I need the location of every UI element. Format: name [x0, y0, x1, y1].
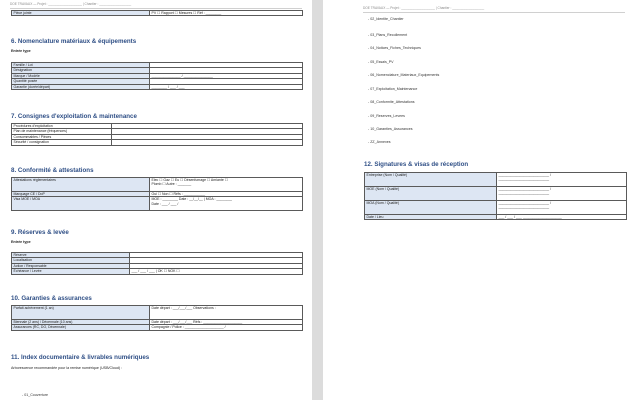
tree-item: - ZZ_Annexes	[368, 140, 391, 144]
table-row	[365, 201, 627, 215]
row-value-line: Date : ___ / ___ /	[151, 201, 179, 206]
row-label: Entreprise (Nom / Qualité)	[365, 173, 497, 187]
row-value[interactable]	[150, 197, 303, 211]
table-row	[12, 325, 303, 330]
tree-item: - 04_Notices_Fiches_Techniques	[368, 46, 421, 50]
row-label: Attestations réglementaires	[12, 178, 150, 192]
section-title: 7. Consignes d'exploitation & maintenance	[11, 113, 137, 120]
table-row	[12, 11, 303, 16]
table-row	[12, 197, 303, 211]
table-row	[12, 178, 303, 192]
row-value-line: Elec ☐ Gaz ☐ Eu ☐ Désenfumage ☐ Amiante ☐	[151, 178, 228, 182]
page-header: DOE TRAVAUX — Projet : ___________________ | Chantier : __________________	[10, 2, 132, 6]
row-value[interactable]: Date départ : ___/___/___ Réfs : ____________________	[150, 320, 303, 325]
table-row	[365, 187, 627, 201]
tree-item: - 08_Conformite_Attestations	[368, 100, 415, 104]
row-label: Marque / Modèle	[12, 73, 150, 78]
row-label: Parfait achèvement (1 an)	[12, 306, 150, 320]
table-row	[12, 84, 303, 89]
row-value[interactable]	[497, 187, 627, 201]
section-subtitle: Entrée type	[11, 49, 31, 53]
row-label: Procédures d'exploitation	[12, 124, 112, 129]
row-value-line: __________________________ /	[498, 187, 552, 191]
row-label: MOA (Nom / Qualité)	[365, 201, 497, 215]
row-label: Localisation	[12, 258, 130, 263]
conformity-table	[11, 177, 303, 211]
row-label: Action / Responsable	[12, 263, 130, 268]
section-subtitle: Entrée type	[11, 240, 31, 244]
row-label: Plan de maintenance (fréquences)	[12, 129, 112, 134]
row-label: Assurances (RC, DO, Décennale)	[12, 325, 150, 330]
row-label: Famille / Lot	[12, 63, 150, 68]
tree-item: - 09_Reserves_Levees	[368, 114, 405, 118]
tree-item: - 05_Essais_PV	[368, 60, 394, 64]
section-note: Arborescence recommandée pour la remise numérique (USB/Cloud) :	[11, 366, 123, 370]
tree-item: - 10_Garanties_Assurances	[368, 127, 413, 131]
row-label: MOE (Nom / Qualité)	[365, 187, 497, 201]
header-rule	[363, 12, 625, 13]
section-title: 8. Conformité & attestations	[11, 167, 94, 174]
tree-item: - 02_Identite_Chantier	[368, 17, 404, 21]
row-label: Quantité posée	[12, 79, 150, 84]
row-value[interactable]: ___ / ___ / ___ | OK ☐ NOK ☐	[130, 269, 303, 274]
row-label: Pièce jointe	[12, 11, 150, 16]
row-label: Réserve	[12, 253, 130, 258]
tree-item: - 01_Couverture	[22, 393, 48, 397]
row-label: Désignation	[12, 68, 150, 73]
section-title: 9. Réserves & levée	[11, 229, 69, 236]
row-label: Marquage CE / DoP	[12, 192, 150, 197]
table-row	[365, 215, 627, 220]
row-label: Échéance / Levée	[12, 269, 130, 274]
table-row	[12, 269, 303, 274]
document-page-right	[323, 0, 636, 400]
row-label: Biennale (2 ans) / Décennale (10 ans)	[12, 320, 150, 325]
attachment-table	[11, 10, 303, 16]
section-title: 6. Nomenclature matériaux & équipements	[11, 38, 137, 45]
page-header: DOE TRAVAUX — Projet : ___________________ | Chantier : __________________	[363, 6, 485, 10]
tree-item: - 07_Exploitation_Maintenance	[368, 87, 418, 91]
maintenance-table	[11, 123, 303, 146]
table-row	[12, 140, 303, 145]
row-value[interactable]	[497, 201, 627, 215]
tree-item: - 03_Plans_Recollement	[368, 33, 408, 37]
row-label: Sécurité / consignation	[12, 140, 112, 145]
row-label: Consommables / Pièces	[12, 134, 112, 139]
row-label: Garantie (durée/départ)	[12, 84, 150, 89]
signatures-table	[364, 172, 627, 220]
row-value-line: __________________________	[498, 205, 550, 210]
page-gap	[312, 0, 323, 400]
section-title: 12. Signatures & visas de réception	[364, 161, 469, 168]
reserves-table	[11, 252, 303, 275]
row-value[interactable]: _______________ / _______________	[150, 73, 303, 78]
row-value-line: __________________________ /	[498, 201, 552, 205]
row-value[interactable]	[150, 178, 303, 192]
row-value-line: __________________________ /	[498, 173, 552, 177]
row-value[interactable]: Compagnie / Police : ____________________ /	[150, 325, 303, 330]
tree-item: - 06_Nomenclature_Materiaux_Equipements	[368, 73, 440, 77]
row-value[interactable]: Date départ : ___/___/___ Observations :	[150, 306, 303, 320]
row-value[interactable]	[112, 140, 303, 145]
row-value-line: __________________________	[498, 177, 550, 182]
document-page-left	[0, 0, 312, 400]
row-value-line: __________________________	[498, 191, 550, 196]
table-row	[12, 306, 303, 320]
section-title: 10. Garanties & assurances	[11, 295, 92, 302]
section-title: 11. Index documentaire & livrables numériques	[11, 354, 150, 361]
row-value[interactable]: PV ☐ Rapport ☐ Mesures ☐ Réf : ________	[150, 11, 303, 16]
row-label: Visa MOE / MOA	[12, 197, 150, 211]
materials-table	[11, 62, 303, 90]
table-row	[365, 173, 627, 187]
row-label: Date / Lieu	[365, 215, 497, 220]
row-value-line: Plomb ☐ Autre : _______	[151, 182, 192, 187]
warranty-table	[11, 305, 303, 331]
row-value-line: MOE : ________ Date : __/__/__ | MOA : ________	[151, 197, 232, 202]
row-value[interactable]: Oui ☐ Non ☐ Réfs : ___________	[150, 192, 303, 197]
row-value[interactable]: ___ / ___ / ___ ____________________	[497, 215, 627, 220]
row-value[interactable]: ________ / ___ / ___	[150, 84, 303, 89]
header-rule	[10, 8, 302, 9]
row-value[interactable]	[497, 173, 627, 187]
